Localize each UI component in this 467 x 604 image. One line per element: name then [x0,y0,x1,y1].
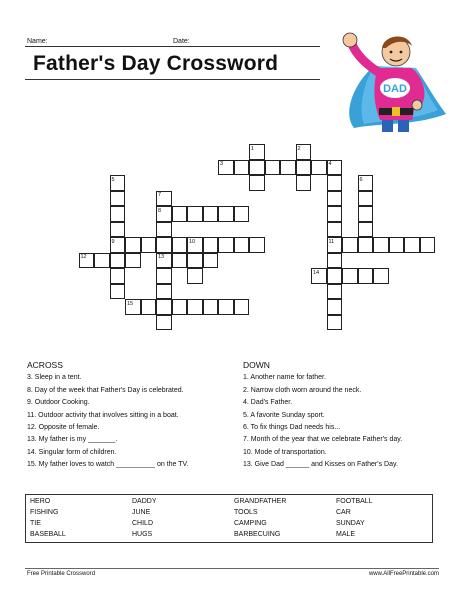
word-bank-word: CHILD [132,520,154,527]
grid-cell[interactable] [234,237,250,253]
grid-cell[interactable] [234,206,250,222]
footer-right: www.AllFreePrintable.com [368,571,439,577]
clue-number: 10 [189,238,196,245]
grid-cell[interactable] [327,253,343,269]
grid-cell[interactable] [156,268,172,284]
grid-cell[interactable] [327,268,343,284]
grid-cell[interactable] [296,175,312,191]
grid-cell[interactable] [327,175,343,191]
grid-cell[interactable] [327,206,343,222]
grid-cell[interactable] [373,237,389,253]
grid-cell[interactable] [172,299,188,315]
clue-number: 11 [328,238,335,245]
across-clue: 15. My father loves to watch __________ on the TV. [27,461,189,469]
grid-cell[interactable] [156,222,172,238]
grid-cell[interactable] [203,253,219,269]
word-bank-word: FISHING [30,509,59,516]
down-clue: 5. A favorite Sunday sport. [243,411,325,419]
grid-cell[interactable] [94,253,110,269]
clue-number: 7 [158,192,162,198]
grid-cell[interactable] [218,206,234,222]
mascot-badge: DAD [383,83,407,95]
grid-cell[interactable] [327,315,343,331]
grid-cell[interactable] [218,299,234,315]
down-clue: 6. To fix things Dad needs his... [243,424,341,432]
grid-cell[interactable] [327,222,343,238]
grid-cell[interactable] [327,299,343,315]
grid-cell[interactable] [404,237,420,253]
grid-cell[interactable] [187,299,203,315]
word-bank-word: DADDY [132,498,157,505]
grid-cell[interactable] [249,237,265,253]
grid-cell[interactable] [156,284,172,300]
grid-cell[interactable] [218,237,234,253]
down-clue: 1. Another name for father. [243,374,326,382]
down-heading: DOWN [243,360,270,370]
grid-cell[interactable] [156,315,172,331]
word-bank-word: CAMPING [234,520,267,527]
word-bank-word: JUNE [132,509,151,516]
word-bank-word: HUGS [132,531,153,538]
grid-cell[interactable] [110,253,126,269]
across-clue: 3. Sleep in a tent. [27,374,82,382]
grid-cell[interactable] [187,206,203,222]
across-heading: ACROSS [27,360,63,370]
grid-cell[interactable] [265,160,281,176]
grid-cell[interactable] [296,160,312,176]
grid-cell[interactable] [125,237,141,253]
header-line [25,46,320,47]
footer-line [25,568,439,569]
name-label: Name: [27,38,48,45]
clue-number: 14 [313,269,320,276]
grid-cell[interactable] [327,284,343,300]
grid-cell[interactable] [389,237,405,253]
grid-cell[interactable] [358,268,374,284]
grid-cell[interactable] [172,206,188,222]
word-bank-word: TOOLS [234,509,258,516]
down-clue: 10. Mode of transportation. [243,448,327,456]
down-clue: 2. Narrow cloth worn around the neck. [243,386,362,394]
grid-cell[interactable] [110,191,126,207]
grid-cell[interactable] [327,191,343,207]
grid-cell[interactable] [234,160,250,176]
grid-cell[interactable] [420,237,436,253]
word-bank-word: FOOTBALL [336,498,373,505]
clue-number: 8 [158,207,162,214]
superdad-mascot-icon [334,28,452,136]
across-clue: 12. Opposite of female. [27,424,100,432]
grid-cell[interactable] [280,160,296,176]
down-clue: 7. Month of the year that we celebrate Father's day. [243,436,403,444]
grid-cell[interactable] [358,191,374,207]
grid-cell[interactable] [110,268,126,284]
clue-number: 6 [359,176,363,183]
grid-cell[interactable] [172,237,188,253]
grid-cell[interactable] [141,299,157,315]
grid-cell[interactable] [156,237,172,253]
grid-cell[interactable] [311,160,327,176]
grid-cell[interactable] [125,253,141,269]
word-bank-word: BASEBALL [30,531,66,538]
grid-cell[interactable] [187,253,203,269]
grid-cell[interactable] [172,253,188,269]
across-clue: 14. Singular form of children. [27,448,117,456]
across-clue: 13. My father is my _______. [27,436,118,444]
page-title: Father's Day Crossword [33,52,279,75]
clue-number: 13 [158,254,165,260]
clue-number: 15 [127,300,134,307]
word-bank-word: HERO [30,498,51,505]
date-label: Date: [173,38,190,45]
down-clue: 4. Dad's Father. [243,399,293,407]
footer-left: Free Printable Crossword [27,571,96,577]
grid-cell[interactable] [358,206,374,222]
word-bank [25,494,433,543]
word-bank-word: SUNDAY [336,520,365,527]
word-bank-word: BARBECUING [234,531,281,538]
grid-cell[interactable] [110,222,126,238]
grid-cell[interactable] [203,237,219,253]
word-bank-word: MALE [336,531,356,538]
grid-cell[interactable] [110,206,126,222]
clue-number: 2 [297,145,301,152]
down-clue: 13. Give Dad ______ and Kisses on Father's Day. [243,461,398,469]
grid-cell[interactable] [249,175,265,191]
clue-number: 12 [80,254,87,260]
clue-number: 3 [220,161,224,167]
clue-number: 1 [251,145,255,152]
grid-cell[interactable] [342,237,358,253]
grid-cell[interactable] [203,206,219,222]
word-bank-word: GRANDFATHER [234,498,287,505]
grid-cell[interactable] [234,299,250,315]
grid-cell[interactable] [358,222,374,238]
grid-cell[interactable] [249,160,265,176]
across-clues [27,359,189,472]
clue-number: 9 [111,238,115,245]
title-line [25,79,320,80]
down-clues [243,359,402,472]
across-clue: 8. Day of the week that Father's Day is celebrated. [27,386,184,394]
across-clue: 11. Outdoor activity that involves sitting in a boat. [27,411,179,419]
grid-cell[interactable] [373,268,389,284]
grid-cell[interactable] [187,268,203,284]
grid-cell[interactable] [141,237,157,253]
word-bank-word: CAR [336,509,351,516]
word-bank-word: TIE [30,520,41,527]
clue-number: 4 [328,161,332,167]
clue-number: 5 [111,176,115,183]
grid-cell[interactable] [110,284,126,300]
grid-cell[interactable] [358,237,374,253]
grid-cell[interactable] [203,299,219,315]
across-clue: 9. Outdoor Cooking. [27,399,90,407]
grid-cell[interactable] [156,299,172,315]
grid-cell[interactable] [342,268,358,284]
